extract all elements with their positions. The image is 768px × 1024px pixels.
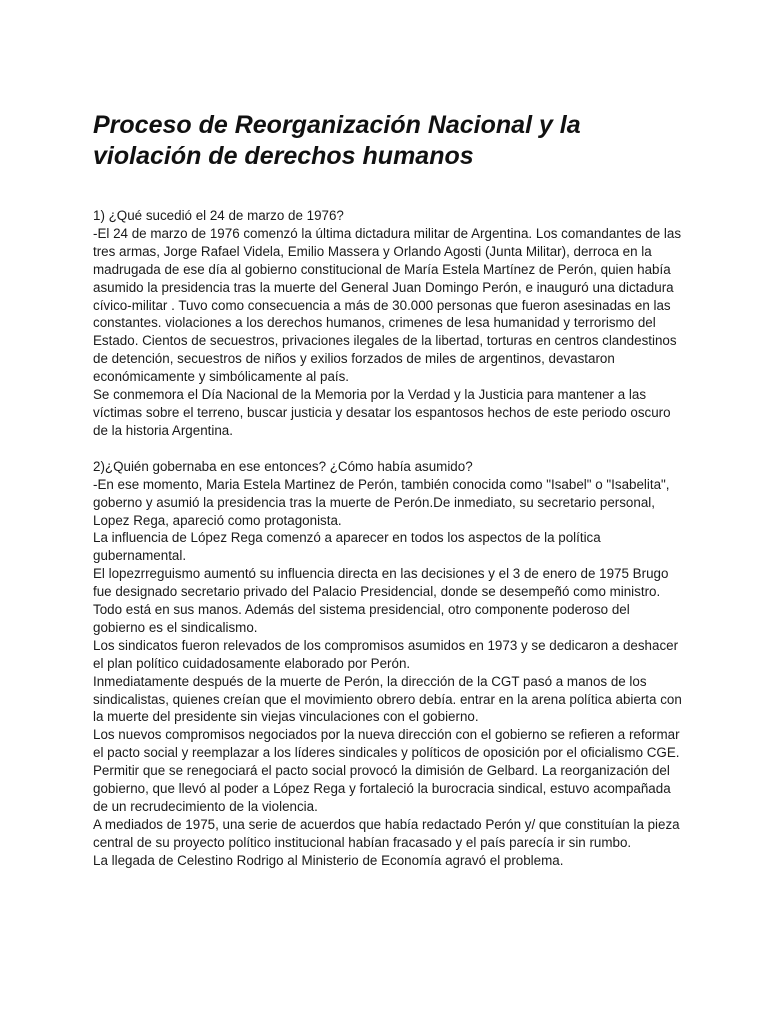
- document-page: [93, 110, 683, 888]
- paragraph-cgt: Inmediatamente después de la muerte de Perón, la dirección de la CGT pasó a manos de los sindicalistas, quienes creían que el movimiento obrero debía. entrar en la arena política abierta con la muerte del presidente sin viejas vinculaciones con el gobierno.: [93, 673, 682, 725]
- question-2-answer: -En ese momento, Maria Estela Martinez de Perón, también conocida como "Isabel" o "Isabelita", goberno y asumió la presidencia tras la muerte de Perón.De inmediato, su secretario personal, Lopez Rega, apareció como protagonista.: [93, 476, 670, 528]
- section-question-2: [93, 458, 683, 870]
- question-1-commemoration: Se conmemora el Día Nacional de la Memoria por la Verdad y la Justicia para mantener a las víctimas sobre el terreno, buscar justicia y desatar los espantosos hechos de este periodo oscuro de la historia Argentina.: [93, 387, 671, 438]
- paragraph-pacto-social: Permitir que se renegociará el pacto social provocó la dimisión de Gelbard. La reorganización del gobierno, que llevó al poder a López Rega y fortaleció la burocracia sindical, estuvo acompañada de un recrudecimiento de la violencia.: [93, 763, 671, 814]
- paragraph-sindicatos: Los sindicatos fueron relevados de los compromisos asumidos en 1973 y se dedicaron a deshacer el plan político cuidadosamente elaborado por Perón.: [93, 637, 679, 671]
- question-2-heading: 2)¿Quién gobernaba en ese entonces? ¿Cómo había asumido?: [93, 458, 473, 474]
- question-1-answer: -El 24 de marzo de 1976 comenzó la última dictadura militar de Argentina. Los comandantes de las tres armas, Jorge Rafael Videla, Emilio Massera y Orlando Agosti (Junta Militar), derroca en la madrugada de ese día al gobierno constitucional de María Estela Martínez de Perón, quien había asumido la presidencia tras la muerte del General Juan Domingo Perón, e inauguró una dictadura cívico-militar . Tuvo como consecuencia a más de 30.000 personas que fueron asesinadas en las constantes. violaciones a los derechos humanos, crimenes de lesa humanidad y terrorismo del Estado. Cientos de secuestros, privaciones ilegales de la libertad, torturas en centros clandestinos de detención, secuestros de niños y exilios forzados de miles de argentinos, devastaron económicamente y simbólicamente al país.: [93, 225, 682, 385]
- section-question-1: [93, 207, 683, 440]
- paragraph-lopez-rega-influence: La influencia de López Rega comenzó a aparecer en todos los aspectos de la política gubernamental.: [93, 530, 601, 564]
- paragraph-lopezrreguismo: El lopezrreguismo aumentó su influencia directa en las decisiones y el 3 de enero de 1975 Brugo fue designado secretario privado del Palacio Presidencial, donde se desempeñó como ministro. Todo está en sus manos. Además del sistema presidencial, otro componente poderoso del gobierno es el sindicalismo.: [93, 566, 669, 635]
- paragraph-mediados-1975: A mediados de 1975, una serie de acuerdos que había redactado Perón y/ que constituían la pieza central de su proyecto político institucional habían fracasado y el país parecía ir sin rumbo.: [93, 816, 680, 850]
- document-title: Proceso de Reorganización Nacional y la violación de derechos humanos: [93, 111, 581, 170]
- paragraph-celestino-rodrigo: La llegada de Celestino Rodrigo al Ministerio de Economía agravó el problema.: [93, 852, 564, 868]
- question-1-heading: 1) ¿Qué sucedió el 24 de marzo de 1976?: [93, 208, 344, 223]
- paragraph-nuevos-compromisos: Los nuevos compromisos negociados por la nueva dirección con el gobierno se refieren a reformar el pacto social y reemplazar a los líderes sindicales y políticos de oposición por el oficialismo CGE.: [93, 727, 680, 761]
